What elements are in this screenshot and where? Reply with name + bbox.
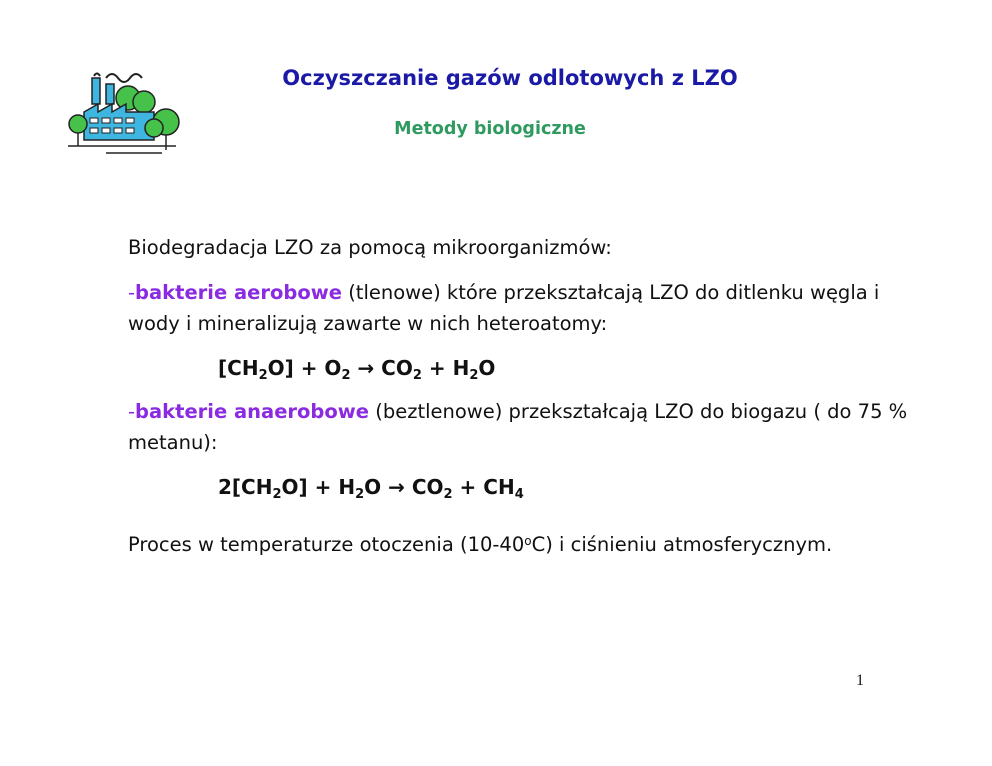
factory-with-trees-icon <box>66 62 186 158</box>
anaerobic-description: (beztlenowe) przekształcają LZO do biogazu ( do 75 % metanu): <box>128 400 908 454</box>
slide-content <box>128 232 928 574</box>
page-title: Oczyszczanie gazów odlotowych z LZO <box>282 66 738 90</box>
formula-part: O <box>478 356 496 380</box>
formula-part: + CH <box>452 475 515 499</box>
reaction-arrow: → <box>350 356 382 380</box>
anaerobic-paragraph <box>128 396 928 458</box>
aerobic-term: bakterie aerobowe <box>135 281 342 304</box>
aerobic-description: (tlenowe) które przekształcają LZO do ditlenku węgla i wody i mineralizują zawarte w nich heteroatomy: <box>128 281 880 335</box>
page-number: 1 <box>856 672 864 689</box>
intro-text: Biodegradacja LZO za pomocą mikroorganizmów: <box>128 236 612 259</box>
formula-part: CO <box>411 475 444 499</box>
formula-subscript: 2 <box>341 368 351 383</box>
anaerobic-formula <box>128 472 928 503</box>
formula-part: O] + O <box>267 356 342 380</box>
page-subtitle: Metody biologiczne <box>394 119 586 139</box>
process-conditions-text <box>128 529 928 560</box>
formula-subscript: 4 <box>514 487 524 502</box>
formula-part: 2[CH <box>218 475 273 499</box>
formula-subscript: 2 <box>443 487 453 502</box>
formula-part: [CH <box>218 356 259 380</box>
reaction-arrow: → <box>381 475 412 499</box>
bullet-dash: - <box>128 400 136 423</box>
bullet-dash: - <box>128 281 136 304</box>
aerobic-formula <box>128 353 928 384</box>
formula-part: + H <box>421 356 470 380</box>
formula-subscript: 2 <box>355 487 365 502</box>
formula-part: O <box>364 475 382 499</box>
formula-part: CO <box>381 356 413 380</box>
formula-subscript: 2 <box>412 368 422 383</box>
aerobic-paragraph <box>128 277 928 339</box>
degree-superscript: o <box>524 534 532 548</box>
formula-subscript: 2 <box>469 368 479 383</box>
formula-part: O] + H <box>281 475 356 499</box>
process-text-part: Proces w temperaturze otoczenia (10-40 <box>128 533 525 556</box>
process-text-part: C) i ciśnieniu atmosferycznym. <box>531 533 833 556</box>
anaerobic-term: bakterie anaerobowe <box>135 400 370 423</box>
formula-subscript: 2 <box>272 487 282 502</box>
formula-subscript: 2 <box>258 368 268 383</box>
